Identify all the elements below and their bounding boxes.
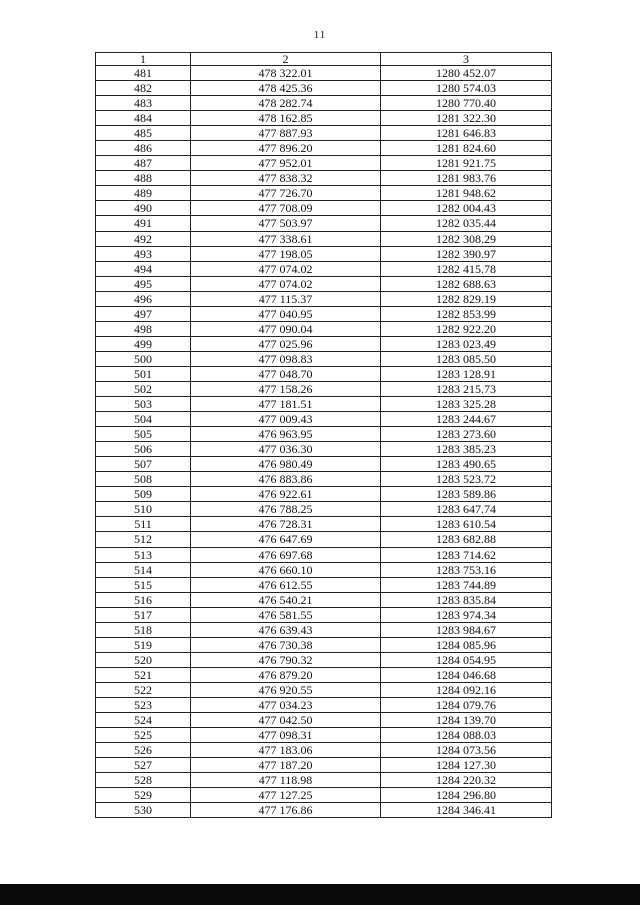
cell-point-number: 493 bbox=[96, 246, 191, 261]
cell-point-number: 489 bbox=[96, 186, 191, 201]
cell-point-number: 525 bbox=[96, 728, 191, 743]
cell-x-coordinate: 477 838.32 bbox=[191, 171, 381, 186]
cell-point-number: 515 bbox=[96, 577, 191, 592]
table-row bbox=[96, 397, 552, 412]
cell-y-coordinate: 1282 035.44 bbox=[381, 216, 552, 231]
cell-x-coordinate: 476 920.55 bbox=[191, 682, 381, 697]
cell-point-number: 522 bbox=[96, 682, 191, 697]
header-row bbox=[96, 53, 552, 66]
column-header-number: 1 bbox=[96, 53, 191, 66]
table-row bbox=[96, 381, 552, 396]
table-row bbox=[96, 457, 552, 472]
cell-point-number: 512 bbox=[96, 532, 191, 547]
cell-point-number: 496 bbox=[96, 291, 191, 306]
cell-y-coordinate: 1283 984.67 bbox=[381, 622, 552, 637]
cell-x-coordinate: 478 282.74 bbox=[191, 96, 381, 111]
cell-point-number: 513 bbox=[96, 547, 191, 562]
table-row bbox=[96, 186, 552, 201]
cell-y-coordinate: 1284 139.70 bbox=[381, 713, 552, 728]
cell-x-coordinate: 476 647.69 bbox=[191, 532, 381, 547]
cell-x-coordinate: 476 612.55 bbox=[191, 577, 381, 592]
cell-point-number: 505 bbox=[96, 427, 191, 442]
cell-y-coordinate: 1284 346.41 bbox=[381, 803, 552, 818]
cell-y-coordinate: 1283 085.50 bbox=[381, 351, 552, 366]
table-row bbox=[96, 758, 552, 773]
table-row bbox=[96, 126, 552, 141]
cell-point-number: 498 bbox=[96, 321, 191, 336]
table-row bbox=[96, 773, 552, 788]
cell-x-coordinate: 477 176.86 bbox=[191, 803, 381, 818]
table-row bbox=[96, 111, 552, 126]
table-row bbox=[96, 713, 552, 728]
cell-x-coordinate: 477 952.01 bbox=[191, 156, 381, 171]
cell-x-coordinate: 476 639.43 bbox=[191, 622, 381, 637]
page-number: 11 bbox=[313, 29, 327, 41]
cell-point-number: 517 bbox=[96, 607, 191, 622]
cell-point-number: 500 bbox=[96, 351, 191, 366]
cell-point-number: 510 bbox=[96, 502, 191, 517]
table-row bbox=[96, 96, 552, 111]
table-row bbox=[96, 788, 552, 803]
table-row bbox=[96, 607, 552, 622]
cell-x-coordinate: 477 181.51 bbox=[191, 397, 381, 412]
cell-x-coordinate: 476 790.32 bbox=[191, 652, 381, 667]
cell-point-number: 518 bbox=[96, 622, 191, 637]
table-row bbox=[96, 652, 552, 667]
cell-point-number: 508 bbox=[96, 472, 191, 487]
cell-y-coordinate: 1284 085.96 bbox=[381, 637, 552, 652]
cell-x-coordinate: 477 127.25 bbox=[191, 788, 381, 803]
cell-y-coordinate: 1283 273.60 bbox=[381, 427, 552, 442]
cell-y-coordinate: 1283 835.84 bbox=[381, 592, 552, 607]
table-row bbox=[96, 156, 552, 171]
cell-y-coordinate: 1283 523.72 bbox=[381, 472, 552, 487]
cell-y-coordinate: 1281 322.30 bbox=[381, 111, 552, 126]
cell-x-coordinate: 477 048.70 bbox=[191, 366, 381, 381]
table-row bbox=[96, 697, 552, 712]
cell-y-coordinate: 1283 215.73 bbox=[381, 381, 552, 396]
table-row bbox=[96, 592, 552, 607]
cell-y-coordinate: 1283 128.91 bbox=[381, 366, 552, 381]
cell-y-coordinate: 1281 948.62 bbox=[381, 186, 552, 201]
cell-point-number: 499 bbox=[96, 336, 191, 351]
cell-y-coordinate: 1280 452.07 bbox=[381, 66, 552, 81]
column-header-y: 3 bbox=[381, 53, 552, 66]
cell-x-coordinate: 476 963.95 bbox=[191, 427, 381, 442]
cell-y-coordinate: 1284 127.30 bbox=[381, 758, 552, 773]
cell-y-coordinate: 1283 744.89 bbox=[381, 577, 552, 592]
cell-x-coordinate: 478 162.85 bbox=[191, 111, 381, 126]
cell-point-number: 491 bbox=[96, 216, 191, 231]
cell-x-coordinate: 476 879.20 bbox=[191, 667, 381, 682]
cell-y-coordinate: 1283 325.28 bbox=[381, 397, 552, 412]
cell-point-number: 528 bbox=[96, 773, 191, 788]
cell-point-number: 514 bbox=[96, 562, 191, 577]
cell-y-coordinate: 1282 853.99 bbox=[381, 306, 552, 321]
cell-x-coordinate: 476 730.38 bbox=[191, 637, 381, 652]
table-row bbox=[96, 261, 552, 276]
table-row bbox=[96, 667, 552, 682]
cell-y-coordinate: 1283 023.49 bbox=[381, 336, 552, 351]
cell-y-coordinate: 1283 682.88 bbox=[381, 532, 552, 547]
cell-point-number: 486 bbox=[96, 141, 191, 156]
cell-x-coordinate: 477 726.70 bbox=[191, 186, 381, 201]
cell-point-number: 507 bbox=[96, 457, 191, 472]
cell-point-number: 527 bbox=[96, 758, 191, 773]
table-row bbox=[96, 66, 552, 81]
table-row bbox=[96, 306, 552, 321]
cell-point-number: 502 bbox=[96, 381, 191, 396]
cell-y-coordinate: 1284 054.95 bbox=[381, 652, 552, 667]
cell-x-coordinate: 476 581.55 bbox=[191, 607, 381, 622]
table-row bbox=[96, 276, 552, 291]
cell-y-coordinate: 1283 647.74 bbox=[381, 502, 552, 517]
cell-y-coordinate: 1282 308.29 bbox=[381, 231, 552, 246]
table-row bbox=[96, 291, 552, 306]
cell-x-coordinate: 476 728.31 bbox=[191, 517, 381, 532]
cell-point-number: 504 bbox=[96, 412, 191, 427]
cell-point-number: 503 bbox=[96, 397, 191, 412]
cell-y-coordinate: 1281 983.76 bbox=[381, 171, 552, 186]
cell-point-number: 516 bbox=[96, 592, 191, 607]
cell-point-number: 485 bbox=[96, 126, 191, 141]
cell-point-number: 526 bbox=[96, 743, 191, 758]
cell-y-coordinate: 1284 046.68 bbox=[381, 667, 552, 682]
cell-y-coordinate: 1282 415.78 bbox=[381, 261, 552, 276]
cell-y-coordinate: 1284 220.32 bbox=[381, 773, 552, 788]
cell-y-coordinate: 1284 296.80 bbox=[381, 788, 552, 803]
cell-point-number: 494 bbox=[96, 261, 191, 276]
cell-point-number: 521 bbox=[96, 667, 191, 682]
table-row bbox=[96, 517, 552, 532]
cell-point-number: 511 bbox=[96, 517, 191, 532]
table-row bbox=[96, 562, 552, 577]
table-header bbox=[96, 53, 552, 66]
table-row bbox=[96, 577, 552, 592]
cell-point-number: 487 bbox=[96, 156, 191, 171]
cell-point-number: 524 bbox=[96, 713, 191, 728]
cell-x-coordinate: 477 708.09 bbox=[191, 201, 381, 216]
table-row bbox=[96, 442, 552, 457]
cell-point-number: 483 bbox=[96, 96, 191, 111]
cell-y-coordinate: 1283 714.62 bbox=[381, 547, 552, 562]
cell-y-coordinate: 1283 589.86 bbox=[381, 487, 552, 502]
table-row bbox=[96, 412, 552, 427]
table-row bbox=[96, 231, 552, 246]
coordinates-table bbox=[95, 52, 552, 818]
cell-point-number: 482 bbox=[96, 81, 191, 96]
table-row bbox=[96, 803, 552, 818]
table-row bbox=[96, 682, 552, 697]
cell-y-coordinate: 1282 688.63 bbox=[381, 276, 552, 291]
cell-point-number: 509 bbox=[96, 487, 191, 502]
cell-y-coordinate: 1284 073.56 bbox=[381, 743, 552, 758]
cell-y-coordinate: 1283 244.67 bbox=[381, 412, 552, 427]
cell-x-coordinate: 477 036.30 bbox=[191, 442, 381, 457]
cell-x-coordinate: 477 503.97 bbox=[191, 216, 381, 231]
cell-x-coordinate: 476 980.49 bbox=[191, 457, 381, 472]
cell-x-coordinate: 476 697.68 bbox=[191, 547, 381, 562]
cell-x-coordinate: 476 660.10 bbox=[191, 562, 381, 577]
cell-y-coordinate: 1283 385.23 bbox=[381, 442, 552, 457]
table-row bbox=[96, 366, 552, 381]
table-row bbox=[96, 141, 552, 156]
cell-point-number: 497 bbox=[96, 306, 191, 321]
cell-x-coordinate: 478 322.01 bbox=[191, 66, 381, 81]
cell-x-coordinate: 476 540.21 bbox=[191, 592, 381, 607]
cell-y-coordinate: 1281 921.75 bbox=[381, 156, 552, 171]
cell-y-coordinate: 1280 574.03 bbox=[381, 81, 552, 96]
cell-point-number: 501 bbox=[96, 366, 191, 381]
cell-x-coordinate: 477 042.50 bbox=[191, 713, 381, 728]
cell-x-coordinate: 477 098.31 bbox=[191, 728, 381, 743]
cell-point-number: 490 bbox=[96, 201, 191, 216]
cell-y-coordinate: 1283 753.16 bbox=[381, 562, 552, 577]
cell-point-number: 492 bbox=[96, 231, 191, 246]
cell-x-coordinate: 477 009.43 bbox=[191, 412, 381, 427]
scan-bottom-edge bbox=[0, 884, 640, 905]
cell-point-number: 520 bbox=[96, 652, 191, 667]
cell-x-coordinate: 477 198.05 bbox=[191, 246, 381, 261]
cell-y-coordinate: 1281 646.83 bbox=[381, 126, 552, 141]
cell-point-number: 506 bbox=[96, 442, 191, 457]
cell-point-number: 481 bbox=[96, 66, 191, 81]
cell-y-coordinate: 1280 770.40 bbox=[381, 96, 552, 111]
cell-y-coordinate: 1283 490.65 bbox=[381, 457, 552, 472]
cell-x-coordinate: 477 896.20 bbox=[191, 141, 381, 156]
cell-point-number: 495 bbox=[96, 276, 191, 291]
cell-x-coordinate: 477 118.98 bbox=[191, 773, 381, 788]
table-row bbox=[96, 336, 552, 351]
cell-x-coordinate: 477 090.04 bbox=[191, 321, 381, 336]
table-row bbox=[96, 502, 552, 517]
table-row bbox=[96, 81, 552, 96]
table-body bbox=[96, 66, 552, 818]
cell-y-coordinate: 1283 974.34 bbox=[381, 607, 552, 622]
table-row bbox=[96, 728, 552, 743]
cell-x-coordinate: 477 887.93 bbox=[191, 126, 381, 141]
table-row bbox=[96, 743, 552, 758]
cell-x-coordinate: 476 922.61 bbox=[191, 487, 381, 502]
cell-x-coordinate: 477 187.20 bbox=[191, 758, 381, 773]
table-row bbox=[96, 622, 552, 637]
cell-x-coordinate: 477 098.83 bbox=[191, 351, 381, 366]
cell-point-number: 488 bbox=[96, 171, 191, 186]
table-row bbox=[96, 487, 552, 502]
cell-x-coordinate: 477 025.96 bbox=[191, 336, 381, 351]
table-row bbox=[96, 201, 552, 216]
cell-y-coordinate: 1284 079.76 bbox=[381, 697, 552, 712]
cell-x-coordinate: 477 183.06 bbox=[191, 743, 381, 758]
table-row bbox=[96, 171, 552, 186]
cell-y-coordinate: 1281 824.60 bbox=[381, 141, 552, 156]
cell-y-coordinate: 1283 610.54 bbox=[381, 517, 552, 532]
table-row bbox=[96, 427, 552, 442]
table-row bbox=[96, 321, 552, 336]
column-header-x: 2 bbox=[191, 53, 381, 66]
table-row bbox=[96, 547, 552, 562]
cell-point-number: 529 bbox=[96, 788, 191, 803]
cell-x-coordinate: 477 034.23 bbox=[191, 697, 381, 712]
cell-x-coordinate: 477 158.26 bbox=[191, 381, 381, 396]
cell-point-number: 519 bbox=[96, 637, 191, 652]
table-row bbox=[96, 532, 552, 547]
table-row bbox=[96, 246, 552, 261]
cell-y-coordinate: 1282 004.43 bbox=[381, 201, 552, 216]
cell-x-coordinate: 477 040.95 bbox=[191, 306, 381, 321]
cell-y-coordinate: 1284 088.03 bbox=[381, 728, 552, 743]
cell-x-coordinate: 476 883.86 bbox=[191, 472, 381, 487]
cell-x-coordinate: 477 338.61 bbox=[191, 231, 381, 246]
cell-x-coordinate: 476 788.25 bbox=[191, 502, 381, 517]
cell-y-coordinate: 1282 829.19 bbox=[381, 291, 552, 306]
table-row bbox=[96, 351, 552, 366]
cell-x-coordinate: 478 425.36 bbox=[191, 81, 381, 96]
table-row bbox=[96, 472, 552, 487]
cell-y-coordinate: 1284 092.16 bbox=[381, 682, 552, 697]
cell-point-number: 523 bbox=[96, 697, 191, 712]
cell-point-number: 530 bbox=[96, 803, 191, 818]
table-row bbox=[96, 216, 552, 231]
cell-y-coordinate: 1282 390.97 bbox=[381, 246, 552, 261]
table-row bbox=[96, 637, 552, 652]
cell-x-coordinate: 477 074.02 bbox=[191, 276, 381, 291]
cell-x-coordinate: 477 074.02 bbox=[191, 261, 381, 276]
cell-point-number: 484 bbox=[96, 111, 191, 126]
cell-x-coordinate: 477 115.37 bbox=[191, 291, 381, 306]
cell-y-coordinate: 1282 922.20 bbox=[381, 321, 552, 336]
